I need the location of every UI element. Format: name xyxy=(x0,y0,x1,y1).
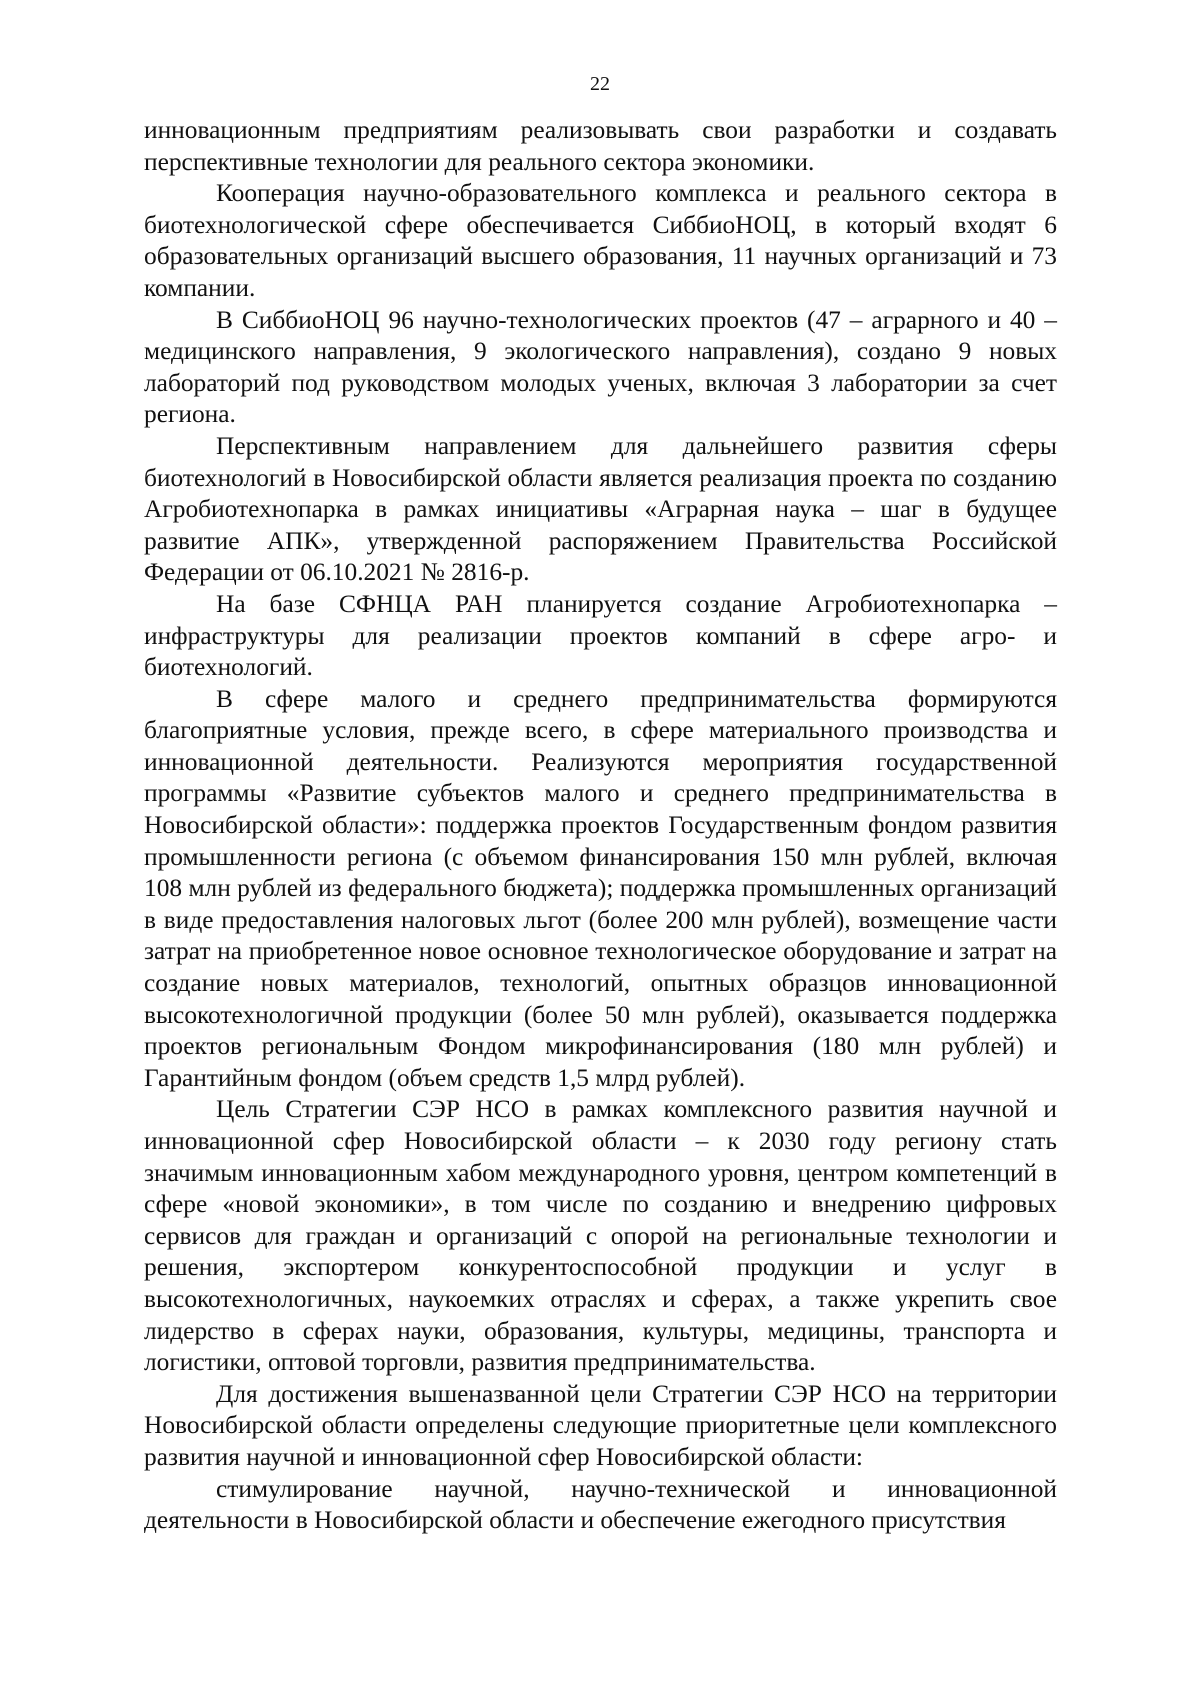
paragraph-agrobiotechnopark-initiative: Перспективным направлением для дальнейшего развития сферы биотехнологий в Новосибирской области является реализация проекта по созданию Агробиотехнопарка в рамках инициативы «Аграрная наука – шаг в будущее развитие АПК», утвержденной распоряжением Правительства Российской Федерации от 06.10.2021 № 2816-р. xyxy=(144,431,1057,587)
document-body xyxy=(144,115,1057,1537)
paragraph-priority-goals-intro: Для достижения вышеназванной цели Стратегии СЭР НСО на территории Новосибирской области определены следующие приоритетные цели комплексного развития научной и инновационной сфер Новосибирской области: xyxy=(144,1379,1057,1471)
paragraph-sibbionoc-projects: В СиббиоНОЦ 96 научно-технологических проектов (47 – аграрного и 40 – медицинского направления, 9 экологического направления), создано 9 новых лабораторий под руководством молодых ученых, включая 3 лаборатории за счет региона. xyxy=(144,305,1057,429)
paragraph-stimulation: стимулирование научной, научно-технической и инновационной деятельности в Новосибирской области и обеспечение ежегодного присутствия xyxy=(144,1474,1057,1535)
paragraph-sfnca-base: На базе СФНЦА РАН планируется создание Агробиотехнопарка – инфраструктуры для реализации проектов компаний в сфере агро- и биотехнологий. xyxy=(144,589,1057,682)
paragraph-continuation: инновационным предприятиям реализовывать свои разработки и создавать перспективные технологии для реального сектора экономики. xyxy=(144,116,1057,176)
paragraph-sibbionoc-cooperation: Кооперация научно-образовательного комплекса и реального сектора в биотехнологической сфере обеспечивается СиббиоНОЦ, в который входят 6 образовательных организаций высшего образования, 11 научных организаций и 73 компании. xyxy=(144,179,1057,302)
paragraph-strategy-goal: Цель Стратегии СЭР НСО в рамках комплексного развития научной и инновационной сфер Новосибирской области – к 2030 году региону стать значимым инновационным хабом международного уровня, центром компетенций в сфере «новой экономики», в том числе по созданию и внедрению цифровых сервисов для граждан и организаций с опорой на региональные технологии и решения, экспортером конкурентоспособной продукции и услуг в высокотехнологичных, наукоемких отраслях и сферах, а также укрепить свое лидерство в сферах науки, образования, культуры, медицины, транспорта и логистики, оптовой торговли, развития предпринимательства. xyxy=(144,1095,1057,1377)
page-number: 22 xyxy=(590,73,610,95)
paragraph-small-business-support: В сфере малого и среднего предпринимательства формируются благоприятные условия, прежде всего, в сфере материального производства и инновационной деятельности. Реализуются мероприятия государственной программы «Развитие субъектов малого и среднего предпринимательства в Новосибирской области»: поддержка проектов Государственным фондом развития промышленности региона (с объемом финансирования 150 млн рублей, включая 108 млн рублей из федерального бюджета); поддержка промышленных организаций в виде предоставления налоговых льгот (более 200 млн рублей), возмещение части затрат на приобретенное новое основное технологическое оборудование и затрат на создание новых материалов, технологий, опытных образцов инновационной высокотехнологичной продукции (более 50 млн рублей), оказывается поддержка проектов региональным Фондом микрофинансирования (180 млн рублей) и Гарантийным фондом (объем средств 1,5 млрд рублей). xyxy=(144,684,1057,1092)
